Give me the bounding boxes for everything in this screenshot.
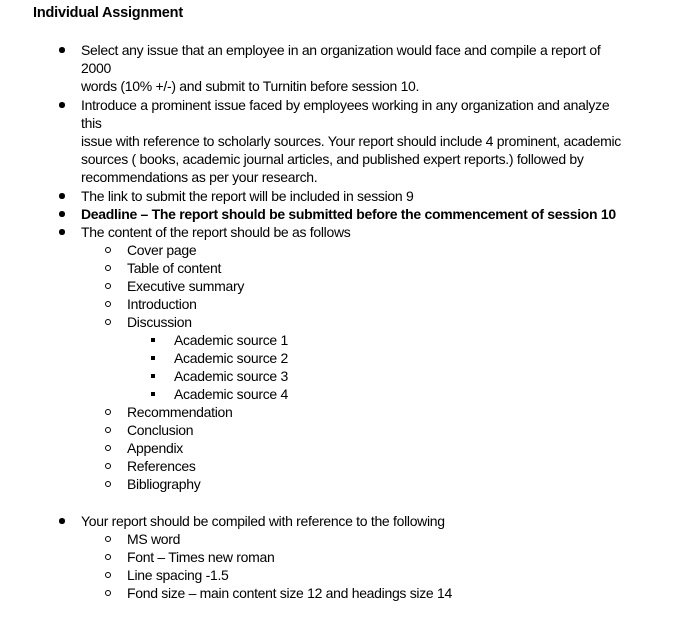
square-bullet-icon xyxy=(151,338,155,342)
bullet-submit-link: The link to submit the report will be included in session 9 xyxy=(81,188,414,204)
circle-bullet-icon xyxy=(105,301,111,307)
sub-list-item: Academic source 1 xyxy=(174,332,288,348)
list-item: Fond size – main content size 12 and headings size 14 xyxy=(127,585,452,601)
sub-list-item: Academic source 3 xyxy=(174,368,288,384)
circle-bullet-icon xyxy=(105,572,111,578)
paragraph-line: words (10% +/-) and submit to Turnitin before session 10. xyxy=(81,78,420,94)
list-item: Conclusion xyxy=(127,422,194,438)
paragraph-line: Select any issue that an employee in an organization would face and compile a report of 2000 xyxy=(81,42,601,76)
bullet-icon xyxy=(59,193,65,199)
list-item: Cover page xyxy=(127,242,197,258)
circle-bullet-icon xyxy=(105,481,111,487)
list-item: MS word xyxy=(127,531,181,547)
paragraph-2 xyxy=(81,96,626,186)
circle-bullet-icon xyxy=(105,409,111,415)
circle-bullet-icon xyxy=(105,319,111,325)
list-item: Table of content xyxy=(127,260,222,276)
circle-bullet-icon xyxy=(105,283,111,289)
sub-list-item: Academic source 2 xyxy=(174,350,288,366)
list-item: Executive summary xyxy=(127,278,245,294)
bullet-report-content: The content of the report should be as follows xyxy=(81,224,351,240)
bullet-icon xyxy=(59,47,65,53)
bullet-icon xyxy=(59,102,65,108)
circle-bullet-icon xyxy=(105,247,111,253)
bullet-icon xyxy=(59,229,65,235)
bullet-formatting: Your report should be compiled with reference to the following xyxy=(81,513,445,529)
paragraph-line: sources ( books, academic journal articles, and published expert reports.) followed by xyxy=(81,151,584,167)
paragraph-line: recommendations as per your research. xyxy=(81,169,318,185)
list-item: Introduction xyxy=(127,296,197,312)
circle-bullet-icon xyxy=(105,463,111,469)
sub-list-item: Academic source 4 xyxy=(174,386,288,402)
list-item: Bibliography xyxy=(127,476,201,492)
circle-bullet-icon xyxy=(105,445,111,451)
list-item: Recommendation xyxy=(127,404,233,420)
circle-bullet-icon xyxy=(105,590,111,596)
circle-bullet-icon xyxy=(105,427,111,433)
circle-bullet-icon xyxy=(105,554,111,560)
square-bullet-icon xyxy=(151,356,155,360)
bullet-icon xyxy=(59,211,65,217)
list-item: Font – Times new roman xyxy=(127,549,275,565)
bullet-icon xyxy=(59,518,65,524)
document-title: Individual Assignment xyxy=(33,5,183,21)
paragraph-1 xyxy=(81,41,626,95)
list-item: Discussion xyxy=(127,314,192,330)
square-bullet-icon xyxy=(151,392,155,396)
paragraph-line: issue with reference to scholarly sources. Your report should include 4 prominent, academic xyxy=(81,133,622,149)
bullet-deadline: Deadline – The report should be submitted before the commencement of session 10 xyxy=(81,206,616,222)
circle-bullet-icon xyxy=(105,536,111,542)
list-item: References xyxy=(127,458,196,474)
paragraph-line: Introduce a prominent issue faced by employees working in any organization and analyze this xyxy=(81,97,610,131)
circle-bullet-icon xyxy=(105,265,111,271)
list-item: Appendix xyxy=(127,440,183,456)
square-bullet-icon xyxy=(151,374,155,378)
list-item: Line spacing -1.5 xyxy=(127,567,229,583)
